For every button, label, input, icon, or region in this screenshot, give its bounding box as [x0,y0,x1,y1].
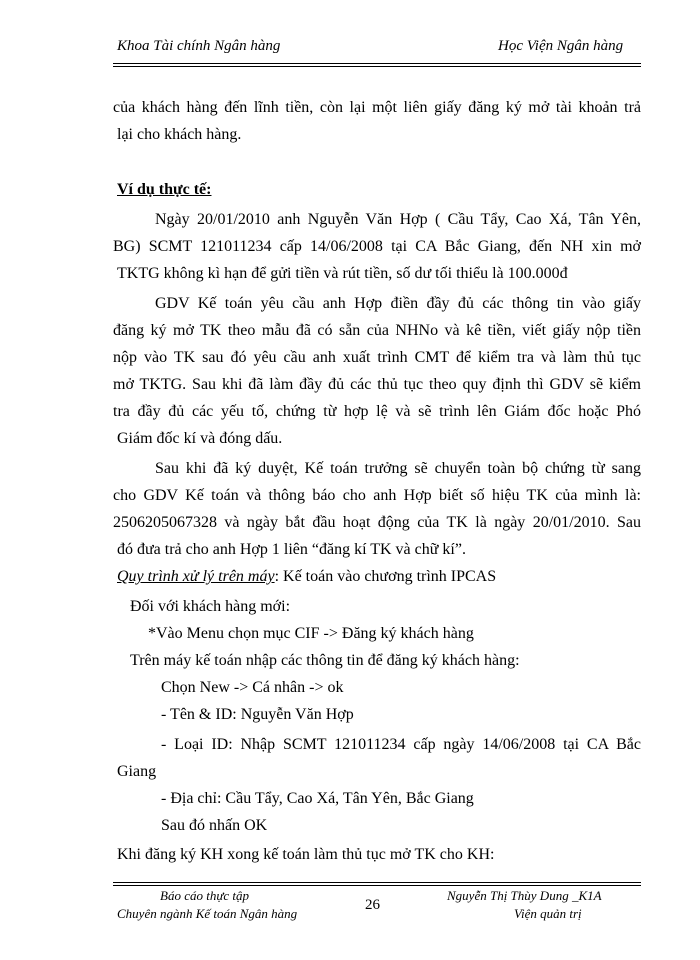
paragraph-line: đó đưa trả cho anh Hợp 1 liên “đăng kí TK và chữ kí”. [117,541,466,558]
paragraph-line: của khách hàng đến lĩnh tiền, còn lại một liên giấy đăng ký mở tài khoản trả [113,99,641,116]
new-customer-line: Đối với khách hàng mới: [130,598,291,615]
enter-info-line: Trên máy kế toán nhập các thông tin để đăng ký khách hàng: [130,652,520,669]
footer-rule-bottom [113,885,641,886]
menu-line: *Vào Menu chọn mục CIF -> Đăng ký khách hàng [148,625,474,642]
paragraph-line: nộp vào TK sau đó yêu cầu anh xuất trình CMT để kiểm tra và làm thủ tục [113,349,641,366]
choose-line: Chọn New -> Cá nhân -> ok [161,679,344,696]
paragraph-line: lại cho khách hàng. [117,126,242,143]
page-number: 26 [365,897,380,913]
paragraph-line: BG) SCMT 121011234 cấp 14/06/2008 tại CA Bắc Giang, đến NH xin mở [113,238,641,255]
process-line [117,567,496,587]
process-text: : Kế toán vào chương trình IPCAS [274,568,497,585]
header-right: Học Viện Ngân hàng [498,38,624,54]
final-line: Khi đăng ký KH xong kế toán làm thủ tục mở TK cho KH: [117,846,495,863]
header-rule-bottom [113,66,641,67]
paragraph-line: Ngày 20/01/2010 anh Nguyễn Văn Hợp ( Cầu Tẩy, Cao Xá, Tân Yên, [155,211,641,228]
paragraph-line: GDV Kế toán yêu cầu anh Hợp điền đầy đủ các thông tin vào giấy [155,295,641,312]
paragraph-line: đăng ký mở TK theo mẫu đã có sẵn của NHNo và kê tiền, viết giấy nộp tiền [113,322,641,339]
id-type-line: - Loại ID: Nhập SCMT 121011234 cấp ngày 14/06/2008 tại CA Bắc [161,736,641,753]
id-type-line-cont: Giang [117,763,157,780]
footer-right-line1: Nguyễn Thị Thùy Dung _K1A [447,888,602,903]
paragraph-line: cho GDV Kế toán và thông báo cho anh Hợp biết số hiệu TK của mình là: [113,487,641,504]
footer-left-line1: Báo cáo thực tập [160,888,250,903]
process-label: Quy trình xử lý trên máy [117,568,275,585]
footer-left-line2: Chuyên ngành Kế toán Ngân hàng [117,906,298,921]
paragraph-line: mở TKTG. Sau khi đã làm đầy đủ các thủ tục theo quy định thì GDV sẽ kiểm [113,376,641,393]
paragraph-line: 2506205067328 và ngày bắt đầu hoạt động của TK là ngày 20/01/2010. Sau [113,514,641,531]
section-title: Ví dụ thực tế: [117,181,212,198]
header-rule-top [113,63,641,64]
footer-right-line2: Viện quản trị [514,906,582,921]
address-line: - Địa chỉ: Cầu Tẩy, Cao Xá, Tân Yên, Bắc Giang [161,790,474,807]
ok-line: Sau đó nhấn OK [161,817,268,834]
paragraph-line: Sau khi đã ký duyệt, Kế toán trưởng sẽ chuyển toàn bộ chứng từ sang [155,460,641,477]
name-id-line: - Tên & ID: Nguyễn Văn Hợp [161,706,354,723]
paragraph-line: TKTG không kì hạn để gửi tiền và rút tiền, số dư tối thiểu là 100.000đ [117,265,568,282]
paragraph-line: tra đầy đủ các yếu tố, chứng từ hợp lệ và sẽ trình lên Giám đốc hoặc Phó [113,403,641,420]
paragraph-line: Giám đốc kí và đóng dấu. [117,430,283,447]
header-left: Khoa Tài chính Ngân hàng [117,38,281,54]
footer-rule-top [113,882,641,883]
